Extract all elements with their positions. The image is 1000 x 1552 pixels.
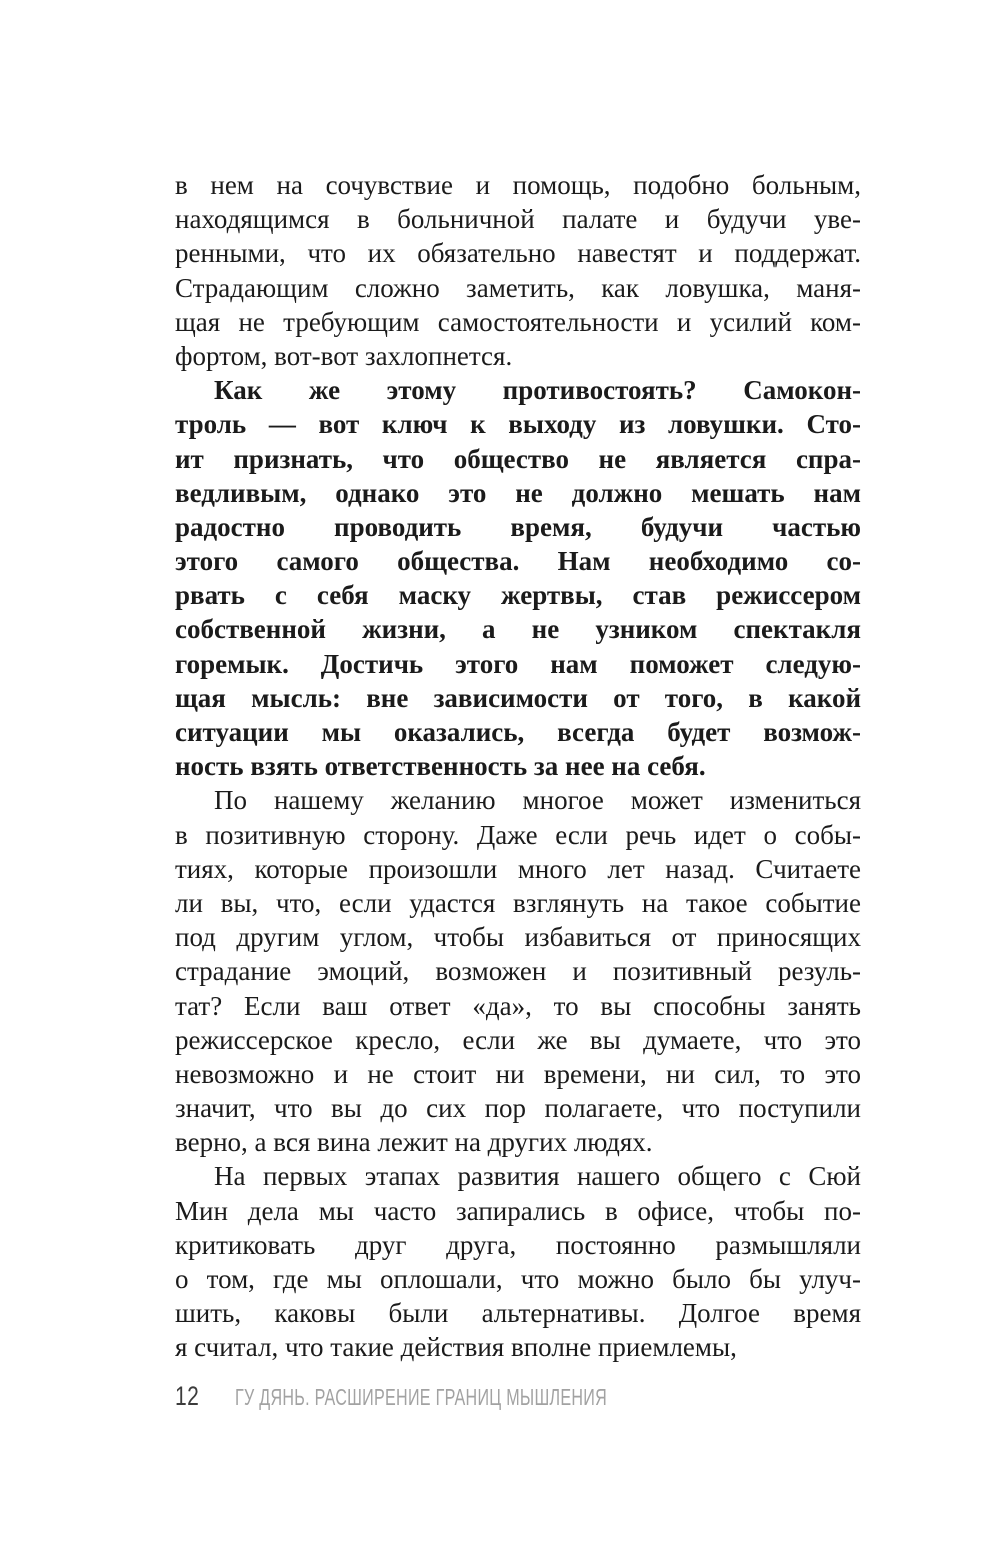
text-line: тиях, которые произошли много лет назад. Считаете	[175, 853, 861, 884]
text-line: ность взять ответственность за нее на себя.	[175, 751, 706, 782]
text-line: под другим углом, чтобы избавиться от приносящих	[175, 922, 861, 953]
running-title: ГУ ДЯНЬ. РАСШИРЕНИЕ ГРАНИЦ МЫШЛЕНИЯ	[235, 1384, 608, 1410]
text-line: верно, а вся вина лежит на других людях.	[175, 1127, 653, 1158]
text-line: ли вы, что, если удастся взглянуть на такое событие	[175, 887, 861, 918]
text-line: режиссерское кресло, если же вы думаете, что это	[175, 1024, 861, 1055]
text-line: ит признать, что общество не является спра-	[175, 443, 861, 474]
page-number: 12	[175, 1381, 200, 1411]
text-line: щая не требующим самостоятельности и усилий ком-	[175, 306, 861, 337]
text-line: радостно проводить время, будучи частью	[175, 511, 861, 542]
text-line: горемык. Достичь этого нам поможет следую-	[175, 648, 861, 679]
text-line: невозможно и не стоит ни времени, ни сил, то это	[175, 1058, 861, 1089]
paragraph	[175, 783, 861, 1159]
text-line: этого самого общества. Нам необходимо со-	[175, 546, 861, 577]
text-line: Страдающим сложно заметить, как ловушка, маня-	[175, 272, 861, 303]
text-line: Как же этому противостоять? Самокон-	[214, 375, 861, 406]
paragraph	[175, 168, 861, 373]
text-line: троль — вот ключ к выходу из ловушки. Сто-	[175, 409, 861, 440]
page-text	[175, 168, 861, 1365]
text-line: шить, каковы были альтернативы. Долгое время	[175, 1298, 861, 1329]
text-line: щая мысль: вне зависимости от того, в какой	[175, 682, 861, 713]
text-line: я считал, что такие действия вполне приемлемы,	[175, 1332, 737, 1363]
page-footer	[175, 1382, 861, 1412]
text-line: фортом, вот-вот захлопнется.	[175, 340, 513, 371]
text-line: рвать с себя маску жертвы, став режиссером	[175, 580, 861, 611]
text-line: в нем на сочувствие и помощь, подобно больным,	[175, 170, 861, 200]
text-line: тат? Если ваш ответ «да», то вы способны занять	[175, 990, 861, 1021]
text-line: Мин дела мы часто запирались в офисе, чтобы по-	[175, 1195, 861, 1226]
text-line: На первых этапах развития нашего общего с Сюй	[214, 1161, 861, 1192]
text-line: ситуации мы оказались, всегда будет возмож-	[175, 717, 861, 747]
text-line: значит, что вы до сих пор полагаете, что поступили	[175, 1093, 861, 1124]
text-line: ренными, что их обязательно навестят и поддержат.	[175, 238, 861, 269]
text-line: страдание эмоций, возможен и позитивный резуль-	[175, 956, 861, 987]
text-line: ведливым, однако это не должно мешать нам	[175, 477, 861, 508]
text-line: По нашему желанию многое может измениться	[214, 785, 861, 816]
text-line: находящимся в больничной палате и будучи уве-	[175, 204, 861, 235]
text-line: о том, где мы оплошали, что можно было бы улуч-	[175, 1264, 861, 1294]
text-line: критиковать друг друга, постоянно размышляли	[175, 1229, 861, 1260]
paragraph	[175, 1159, 861, 1364]
text-line: собственной жизни, а не узником спектакля	[175, 614, 861, 645]
text-line: в позитивную сторону. Даже если речь идет о собы-	[175, 819, 861, 850]
paragraph	[175, 373, 861, 783]
